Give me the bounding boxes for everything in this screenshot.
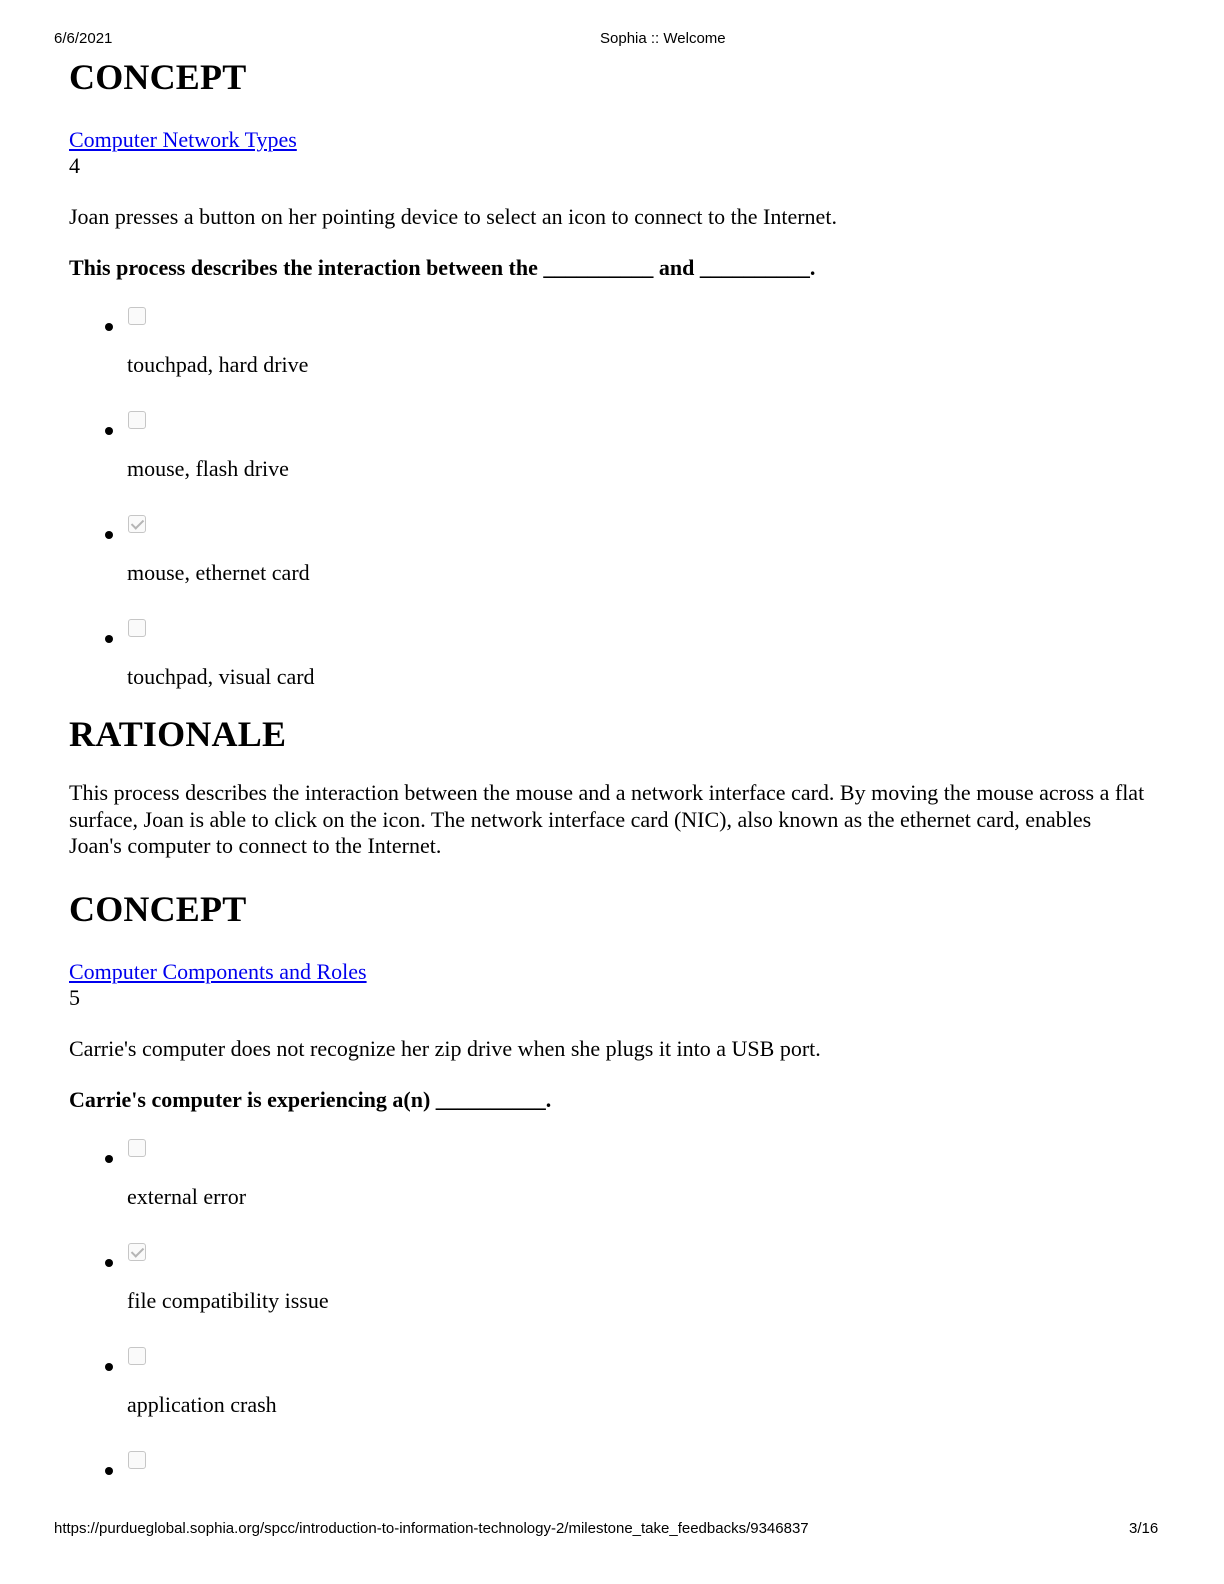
print-page-title: Sophia :: Welcome (600, 30, 726, 47)
answer-label: touchpad, hard drive (127, 352, 309, 377)
rationale-heading: RATIONALE (69, 714, 287, 754)
answer-option[interactable] (69, 515, 1149, 619)
print-url: https://purdueglobal.sophia.org/spcc/introduction-to-information-technology-2/milestone_take_feedbacks/9346837 (54, 1520, 809, 1537)
question-text: This process describes the interaction between the __________ and __________. (69, 255, 816, 280)
answer-list (69, 1139, 1149, 1481)
concept-heading: CONCEPT (69, 888, 247, 929)
bullet (105, 323, 113, 331)
bullet (105, 1363, 113, 1371)
concept-link-components-roles[interactable]: Computer Components and Roles (69, 958, 367, 984)
answer-option[interactable] (69, 1243, 1149, 1347)
answer-checkbox[interactable] (128, 1451, 146, 1469)
answer-label: touchpad, visual card (127, 664, 315, 689)
bullet (105, 1155, 113, 1163)
bullet (105, 1467, 113, 1475)
answer-option[interactable] (69, 1347, 1149, 1451)
print-date: 6/6/2021 (54, 30, 113, 47)
answer-checkbox[interactable] (128, 411, 146, 429)
concept-link-network-types[interactable]: Computer Network Types (69, 127, 297, 152)
answer-option[interactable] (69, 1451, 1149, 1481)
answer-checkbox[interactable] (128, 1347, 146, 1365)
answer-checkbox[interactable] (128, 1139, 146, 1157)
question-text: Carrie's computer is experiencing a(n) __________. (69, 1086, 552, 1112)
answer-label: application crash (127, 1391, 277, 1417)
question-number: 5 (69, 984, 80, 1010)
answer-checkbox[interactable] (128, 619, 146, 637)
answer-label: mouse, ethernet card (127, 560, 310, 585)
bullet (105, 635, 113, 643)
answer-checkbox[interactable] (128, 307, 146, 325)
answer-option[interactable] (69, 411, 1149, 515)
bullet (105, 1259, 113, 1267)
answer-label: file compatibility issue (127, 1287, 329, 1313)
question-prompt: Carrie's computer does not recognize her zip drive when she plugs it into a USB port. (69, 1035, 821, 1061)
answer-option[interactable] (69, 1139, 1149, 1243)
feedback-content (69, 55, 1149, 1481)
answer-option[interactable] (69, 619, 1149, 695)
answer-option[interactable] (69, 307, 1149, 411)
answer-label: mouse, flash drive (127, 456, 289, 481)
print-page-number: 3/16 (1129, 1520, 1159, 1537)
concept-heading: CONCEPT (69, 57, 247, 97)
bullet (105, 427, 113, 435)
answer-list (69, 307, 1149, 695)
rationale-text: This process describes the interaction between the mouse and a network interface card. By moving the mouse across a flat surface, Joan is able to click on the icon. The network interface card (NIC), also known as the ethernet card, enables Joan's computer to connect to the Internet. (69, 780, 1145, 858)
answer-checkbox-checked[interactable] (128, 1243, 146, 1261)
answer-label: external error (127, 1183, 247, 1209)
question-prompt: Joan presses a button on her pointing device to select an icon to connect to the Internet. (69, 204, 837, 229)
answer-checkbox-checked[interactable] (128, 515, 146, 533)
bullet (105, 531, 113, 539)
question-number: 4 (69, 153, 80, 178)
